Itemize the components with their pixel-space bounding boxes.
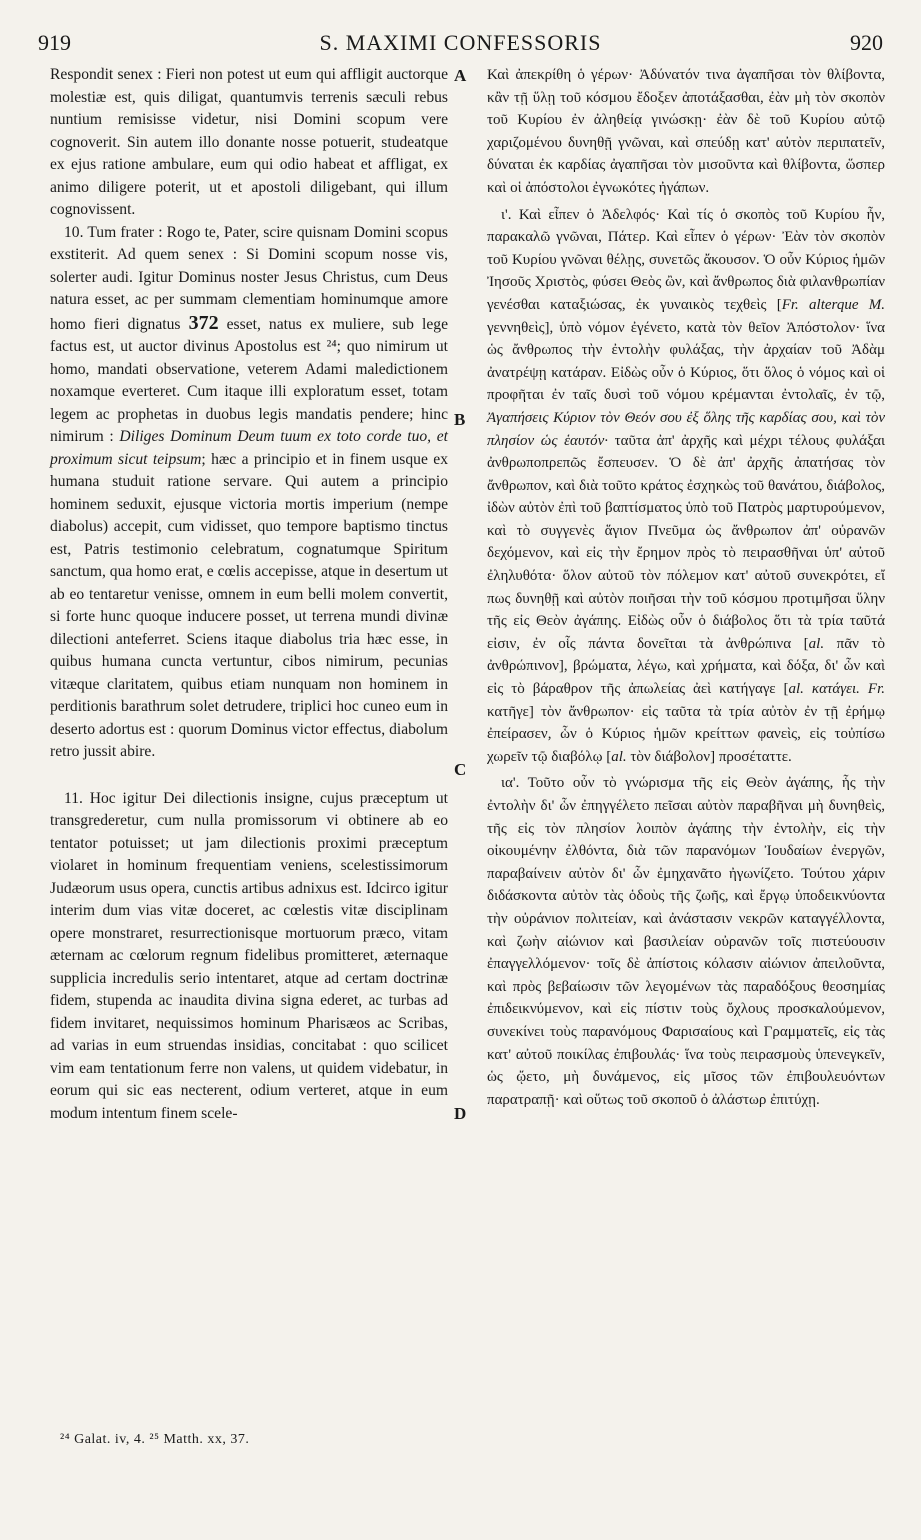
scripture-quote: Diliges Dominum Deum tuum ex toto corde tuo, et proximum sicut teipsum: [50, 428, 448, 468]
greek-text: γεννηθεὶς], ὑπὸ νόμον ἐγένετο, κατὰ τὸν θεῖον Ἀπόστολον· ἵνα ὡς ἄνθρωπος τὴν ἐντολὴν φυλάξας, τὴν ἀρχαίαν τοῦ Ἀδὰμ ἀνατρέψῃ κατάραν. Εἰδὼς οὖν ὁ Κύριος, ὅτι ὅλος ὁ νόμος καὶ οἱ προφῆται ἐν ταῖς δυσὶ τοῦ νόμου κρέμανται ἐντολαῖς, ἐν τῷ,: [487, 319, 885, 404]
greek-text: πᾶν τὸ ἀνθρώπινον], βρώματα, λέγω, καὶ χρήματα, καὶ δόξα, δι' ὧν καὶ εἰς τὸ βάραθρον τῆς ἀπωλείας ἀεὶ κατήγαγε [: [487, 635, 885, 698]
variant-note: Fr. alterque M.: [781, 296, 885, 313]
greek-paragraph-1: Καὶ ἀπεκρίθη ὁ γέρων· Ἀδύνατόν τινα ἀγαπῆσαι τὸν θλίβοντα, κἂν τῇ ὕλῃ τοῦ κόσμου ἔδοξεν ἀποτάξασθαι, ἐὰν μὴ τὸν σκοπὸν τοῦ Κυρίου ἐν ἀληθείᾳ γινώσκῃ· ἐὰν δὲ τοῦ Κυρίου αὐτῷ χαριζομένου δυνηθῇ γνῶναι, καὶ σπεύδῃ κατ' αὐτὸν περιπατεῖν, δύναται ἐκ καρδίας ἀγαπῆσαι τὸν μισοῦντα καὶ θλίβοντα, ὥσπερ καὶ οἱ ἀπόστολοι ἐγνωκότες ἠγάπων.: [487, 67, 885, 196]
left-page-number: 919: [38, 30, 71, 55]
variant-note: al.: [611, 748, 627, 765]
latin-paragraph-1: Respondit senex : Fieri non potest ut eum qui affligit auctorque molestiæ est, quis diligat, quantumvis terrenis sæculi rebus nuntium remisisse videtur, nisi Domini scopum vere cognoverit. Sin autem illo donante nosse potuerit, studeatque ex ejus ratione ambulare, eum qui odio habeat et affligat, ex animo diligere poterit, ut et apostoli diligebant, qui illum cognovissent.: [50, 66, 448, 218]
scripture-quote: Ἀγαπήσεις Κύριον τὸν Θεόν σου ἐξ ὅλης τῆς καρδίας σου, καὶ τὸν πλησίον ὡς ἑαυτόν·: [487, 409, 885, 449]
greek-text: κατῆγε] τὸν ἄνθρωπον· εἰς ταῦτα τὰ τρία αὐτὸν ἐν τῇ ἐρήμῳ ἐπείρασεν, ὧν ὁ Κύριος ἡμῶν κρείττων φανεὶς, εἰς τοὐπίσω χωρεῖν τῷ διαβόλῳ [: [487, 703, 885, 765]
latin-paragraph-10: [50, 222, 448, 764]
margin-letter-d: D: [454, 1104, 467, 1123]
greek-paragraph-11: ια'. Τοῦτο οὖν τὸ γνώρισμα τῆς εἰς Θεὸν ἀγάπης, ἧς τὴν ἐντολὴν δι' ὧν ἐπηγγέλετο πεῖσαι αὐτὸν παραβῆναι μὴ δυνηθεὶς, τῆς εἰς τὸν πλησίον λοιπὸν ἀγάπης τὴν ἐντολὴν, εἰς τὴν οἰκουμένην ἐλθόντα, διὰ τῶν παρανόμων Ἰουδαίων ἐνεργῶν, παραβαίνειν αὐτὸν δι' ὧν ἐμηχανᾶτο ἠγωνίζετο. Τούτου χάριν διδάσκοντα αὐτὸν τὰς ὁδοὺς τῆς ζωῆς, καὶ ἔργῳ ὑποδεικνύοντα τὴν οὐράνιον πολιτείαν, καὶ ἀνάστασιν νεκρῶν καταγγέλλοντα, καὶ ζωὴν αἰώνιον καὶ βασιλείαν οὐρανῶν τοῖς πιστεύουσιν ἐπαγγελλόμενον· τοῖς δὲ ἀπίστοις κόλασιν αἰώνιον ἀπειλοῦντα, καὶ πρὸς βεβαίωσιν τῶν λεγομένων τὰς παραδόξους θεοσημίας ἐπιδεικνύμενον, καὶ εἰς πίστιν τοὺς ὄχλους προσκαλούμενον, συνεκίνει τοὺς παρανόμους Φαρισαίους καὶ Γραμματεῖς, εἰς τὰς κατ' αὐτοῦ ποικίλας ἐπιβουλάς· ἵνα τοὺς πειρασμοὺς ὑπενεγκεῖν, ὡς ᾤετο, μὴ δυνάμενος, εἰς μῖσος τῶν ἐπιβουλευόντων παρατραπῇ· καὶ οὕτως τοῦ σκοποῦ ὁ ἀλάστωρ ἐπιτύχῃ.: [487, 775, 885, 1108]
footnotes: ²⁴ Galat. iv, 4. ²⁵ Matth. xx, 37.: [60, 1432, 250, 1447]
running-title: S. MAXIMI CONFESSORIS: [319, 30, 602, 55]
greek-text: ταῦτα ἀπ' ἀρχῆς καὶ μέχρι τέλους φυλάξαι ἀνθρωποπρεπῶς ἔσπευσεν. Ὁ δὲ ἀπ' ἀρχῆς ἀπατήσας τὸν ἄνθρωπον, καὶ διὰ τοῦτο κράτος ἐσχηκὼς τοῦ θανάτου, διάβολος, ἰδὼν αὐτὸν ἐπὶ τοῦ βαπτίσματος ὑπὸ τοῦ Πατρὸς μαρτυρούμενον, καὶ τὸ συγγενὲς ἅγιον Πνεῦμα ὡς ἄνθρωπον ἀπ' οὐρανῶν δεχόμενον, καὶ εἰς τὴν ἔρημον πρὸς τὸ πειρασθῆναι ὑπ' αὐτοῦ ἐληλυθότα· ὅλον αὐτοῦ τὸν πόλεμον κατ' αὐτοῦ συνεκρότει, εἴ πως δυνηθῇ καὶ αὐτὸν ποιῆσαι τὴν τοῦ κόσμου προτιμῆσαι ὕλην τῆς εἰς Θεὸν ἀγάπης. Εἰδὼς οὖν ὁ διάβολος ὅτι τὰ τρία ταῦτά εἰσιν, ἐν οἷς πάντα δονεῖται τὰ ἀνθρώπινα [: [487, 432, 885, 652]
column-number: 372: [188, 311, 219, 334]
latin-text: ; hæc a principio et in finem usque ex humana studuit ratione servare. Qui autem a principio hominem seduxit, ejusque victoria mortis imperium (nempe diabolus) accepit, cum vidisset, quo tempore baptismo tinctus est, Patris testimonio celebratum, cognatumque Spiritum sanctum, qua homo erat, e cœlis accepisse, atque in desertum ut ab eo tentaretur venisse, omnem in eum belli molem convertit, si forte hunc quoque inducere posset, ut terrena mundi divinæ dilectioni anteferret. Sciens itaque diabolus tria hæc esse, in quibus humana cuncta vertuntur, cibos nimirum, pecunias vitæque claritatem, quibus etiam nunquam non hominem in perditionis barathrum solet detrudere, triplici hoc cuneo eum in deserto adortus est : quorum Dominus victor effectus, diabolum retro jussit abire.: [50, 450, 448, 760]
margin-letter-c: C: [454, 760, 467, 779]
greek-text: ι'. Καὶ εἶπεν ὁ Ἀδελφός· Καὶ τίς ὁ σκοπὸς τοῦ Κυρίου ἦν, παρακαλῶ γνῶναι, Πάτερ. Καὶ εἶπεν ὁ γέρων· Ἐὰν τὸν σκοπὸν τοῦ Κυρίου γνῶναι θέλῃς, συνετῶς ἄκουσον. Ὁ οὖν Κύριος ἡμῶν Ἰησοῦς Χριστὸς, φύσει Θεὸς ὢν, καὶ ἄνθρωπος διὰ φιλανθρωπίαν γενέσθαι καταξιώσας, ἐκ γυναικὸς τεχθεὶς [: [487, 206, 885, 313]
latin-text: 10. Tum frater : Rogo te, Pater, scire quisnam Domini scopus exstiterit. Ad quem senex : Si Domini scopum nosse vis, solerter audi. Igitur Dominus noster Jesus Christus, cum Deus natura esset, ac per summam clementiam hominumque amore homo fieri dignatus: [50, 223, 448, 333]
greek-paragraph-10: [487, 204, 885, 769]
latin-column: [50, 64, 448, 1125]
latin-text: esset, natus ex muliere, sub lege factus est, ut auctor divinus Apostolus est ²⁴; quo nimirum ut homo, mandati observatione, veterem Adami maledictionem noxamque everteret. Cum itaque illi exploratum esset, totam legem ac prophetas in duobus legis mandatis pendere; hinc nimirum :: [50, 315, 448, 445]
greek-text: τὸν διάβολον] προσέταττε.: [626, 748, 792, 765]
margin-letter-b: B: [454, 410, 466, 429]
greek-column: [487, 64, 885, 1111]
variant-note: al.: [808, 635, 825, 652]
margin-letter-a: A: [454, 66, 467, 85]
latin-paragraph-11: 11. Hoc igitur Dei dilectionis insigne, cujus præceptum ut transgrederetur, cum nulla promissorum vi obtinere ab eo tentator potuisset; ut jam dilectionis proximi præceptum violaret in hominum frequentiam veniens, scelestissimorum Judæorum usus opera, cunctis artibus adnixus est. Idcirco igitur interim dum vias vitæ doceret, ac cœlestis vitæ disciplinam opere monstraret, resurrectionisque mortuorum præco, vitam æternam ac cœlorum regnum fidelibus promitteret, æternaque supplicia incredulis serio intentaret, atque ad certam doctrinæ fidem, stupenda ac inaudita divina signa ederet, ac turbas ad fidem invitaret, nequissimos hominum Pharisæos ac Scribas, ad varias in eum struendas insidias, concitabat : quo scilicet vim eam tentationum ferre non valens, ut quidem videbatur, in eorum qui sic eas necterent, odium verteret, atque in eum modum intentum finem scele-: [50, 789, 448, 1122]
right-page-number: 920: [850, 30, 883, 55]
variant-note: al. κατάγει. Fr.: [788, 681, 886, 698]
page-header: [30, 30, 891, 58]
